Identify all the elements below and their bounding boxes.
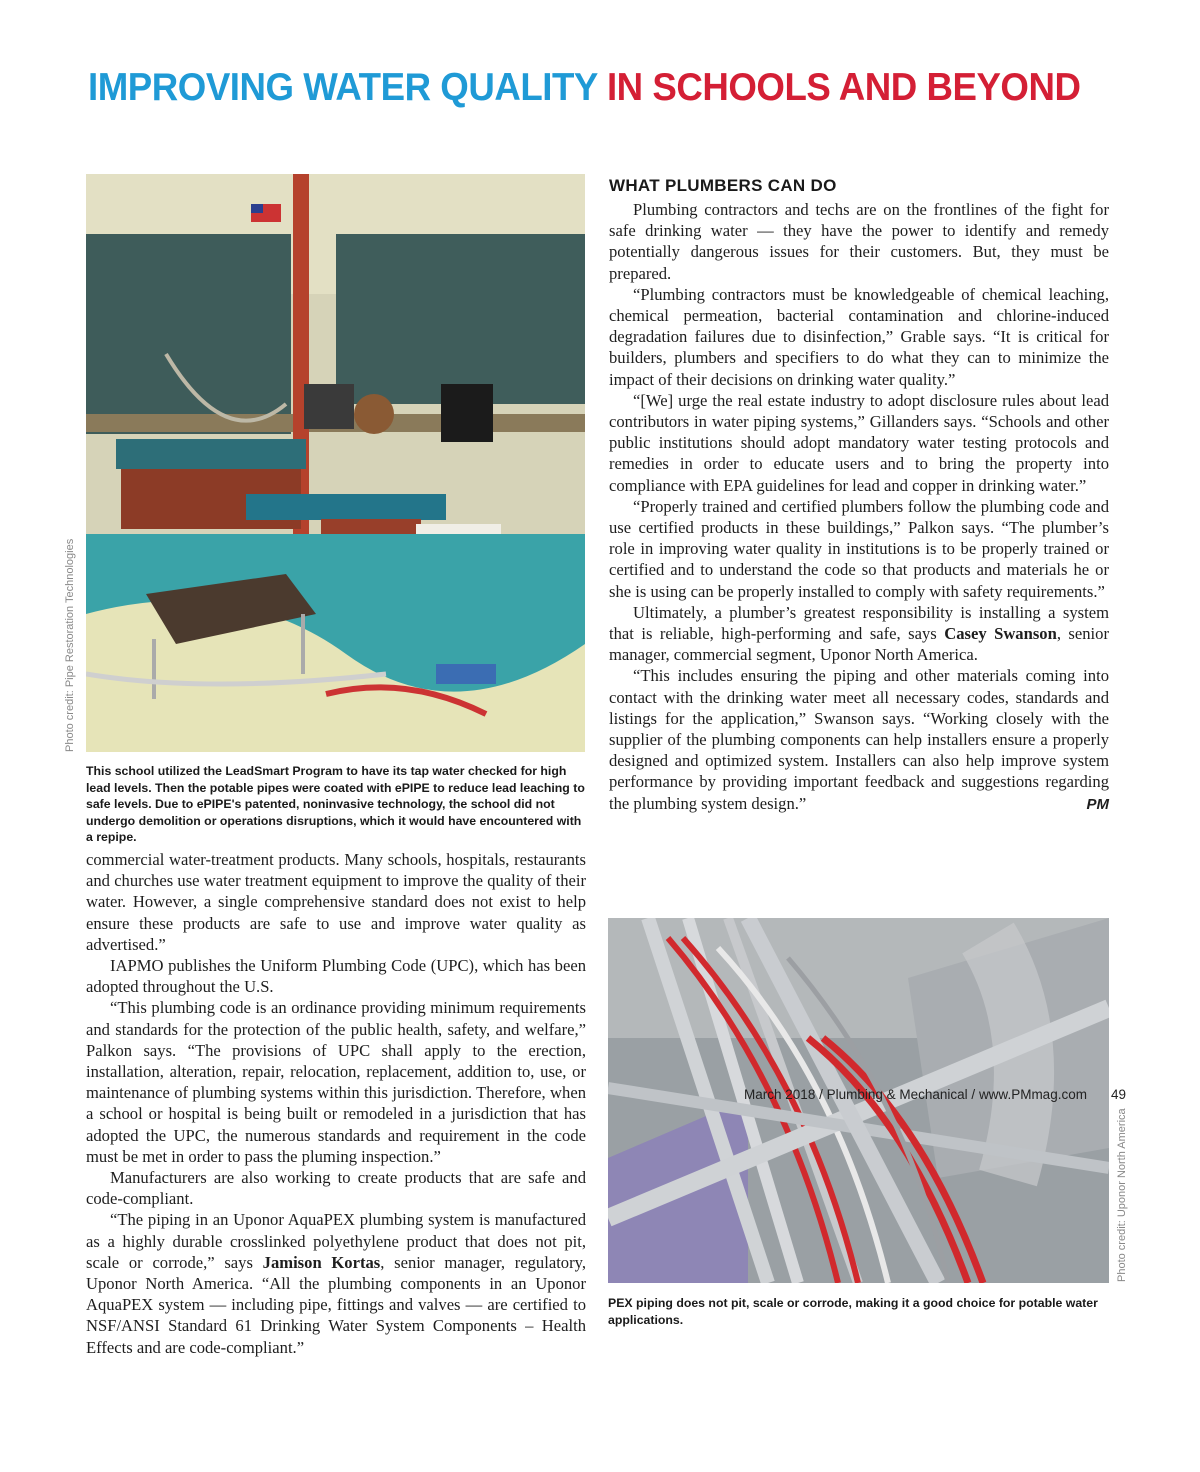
right-paragraph-6 bbox=[609, 665, 1109, 813]
right-paragraph-2: “Plumbing contractors must be knowledgeable of chemical leaching, chemical permeation, bacterial contamination and chlorine-induced degradation failures due to disinfection,” Grable says. “It is critical for builders, plumbers and specifiers to do what they can to minimize the impact of their decisions on drinking water quality.” bbox=[609, 284, 1109, 389]
photo1-caption: This school utilized the LeadSmart Program to have its tap water checked for high lead levels. Then the potable pipes were coated with ePIPE to reduce lead leaching to safe levels. Due to ePIPE's patented, noninvasive technology, the school did not undergo demolition or operations disruptions, which it would have encountered with a repipe. bbox=[86, 764, 585, 844]
headline-blue-part: IMPROVING WATER QUALITY bbox=[88, 66, 598, 109]
headline-red-part: IN SCHOOLS AND BEYOND bbox=[597, 66, 1081, 109]
section-subhead: WHAT PLUMBERS CAN DO bbox=[609, 176, 837, 195]
kortas-name: Jamison Kortas bbox=[262, 1252, 381, 1272]
right-paragraph-5-text-a: Ultimately, a plumber’s greatest responsibility is installing a system that is reliable, high-performing and safe, says bbox=[609, 602, 1109, 644]
right-column bbox=[609, 199, 1109, 815]
right-paragraph-5 bbox=[609, 602, 1109, 666]
right-paragraph-5-text-b: , senior manager, commercial segment, Uponor North America. bbox=[609, 624, 1109, 665]
swanson-name: Casey Swanson bbox=[944, 624, 1057, 644]
classroom-photo bbox=[86, 174, 585, 752]
footer-separator-1: / bbox=[815, 1087, 827, 1102]
issue-date: March 2018 bbox=[744, 1087, 816, 1102]
right-paragraph-6-text: “This includes ensuring the piping and other materials coming into contact with the drinking water meet all necessary codes, standards and listings for the application,” Swanson says. “Working closely with the supplier of the plumbing components can help installers ensure a properly designed and optimized system. Installers can also help improve system performance by providing important feedback and suggestions regarding the plumbing system design.” bbox=[609, 666, 1109, 813]
left-column bbox=[86, 849, 586, 1358]
right-paragraph-1: Plumbing contractors and techs are on the frontlines of the fight for safe drinking water — they have the power to identify and remedy potentially dangerous issues for their customers. But, they must be prepared. bbox=[609, 200, 1109, 283]
left-paragraph-1: commercial water-treatment products. Many schools, hospitals, restaurants and churches use water treatment equipment to improve the quality of their water. However, a single comprehensive standard does not exist to help ensure these products are safe to use and improve water quality as advertised.” bbox=[86, 850, 586, 954]
footer-separator-2: / bbox=[967, 1087, 979, 1102]
left-paragraph-5 bbox=[86, 1209, 586, 1357]
right-paragraph-4: “Properly trained and certified plumbers follow the plumbing code and use certified products in these buildings,” Palkon says. “The plumber’s role in improving water quality in institutions is to be properly trained or certified and to understand the code so that products and materials he or she is using can be properly installed to comply with safety requirements.” bbox=[609, 496, 1109, 601]
right-paragraph-3: “[We] urge the real estate industry to adopt disclosure rules about lead contributors in water piping systems,” Gillanders says. “Schools and other public institutions should adopt mandatory water testing protocols and remedies in order to educate users and to bring the property into compliance with EPA guidelines for lead and copper in drinking water.” bbox=[609, 390, 1109, 495]
left-paragraph-4: Manufacturers are also working to create products that are safe and code-compliant. bbox=[86, 1168, 586, 1209]
left-paragraph-5-text-a: “The piping in an Uponor AquaPEX plumbing system is manufactured as a highly durable crosslinked polyethylene product that does not pit, scale or corrode,” says bbox=[86, 1210, 586, 1272]
page-number: 49 bbox=[1110, 1087, 1126, 1102]
photo1-credit: Photo credit: Pipe Restoration Technologies bbox=[64, 538, 76, 752]
left-paragraph-2: IAPMO publishes the Uniform Plumbing Code (UPC), which has been adopted throughout the U.S. bbox=[86, 956, 586, 997]
photo2-caption: PEX piping does not pit, scale or corrode, making it a good choice for potable water applications. bbox=[608, 1296, 1098, 1327]
left-paragraph-5-text-b: , senior manager, regulatory, Uponor North America. “All the plumbing components in an Uponor AquaPEX system — including pipe, fittings and valves — are certified to NSF/ANSI Standard 61 Drinking Water System Components – Health Effects and are code-compliant.” bbox=[86, 1252, 586, 1357]
left-paragraph-3: “This plumbing code is an ordinance providing minimum requirements and standards for the protection of the public health, safety, and welfare,” Palkon says. “The provisions of UPC shall apply to the erection, installation, alteration, repair, relocation, replacement, addition to, use, or maintenance of plumbing systems within this jurisdiction. Therefore, when a school or hospital is being built or remodeled in a jurisdiction that has adopted the UPC, the numerous standards and requirement in the code must be met in order to pass the pluming inspection.” bbox=[86, 998, 586, 1166]
page-footer bbox=[744, 1087, 1126, 1102]
publication-name: Plumbing & Mechanical bbox=[826, 1087, 968, 1102]
photo2-credit: Photo credit: Uponor North America bbox=[1116, 1108, 1128, 1282]
pm-end-mark: PM bbox=[1086, 795, 1109, 813]
website-link[interactable]: www.PMmag.com bbox=[978, 1087, 1087, 1102]
article-headline bbox=[88, 66, 1080, 110]
classroom-illustration bbox=[86, 174, 585, 752]
